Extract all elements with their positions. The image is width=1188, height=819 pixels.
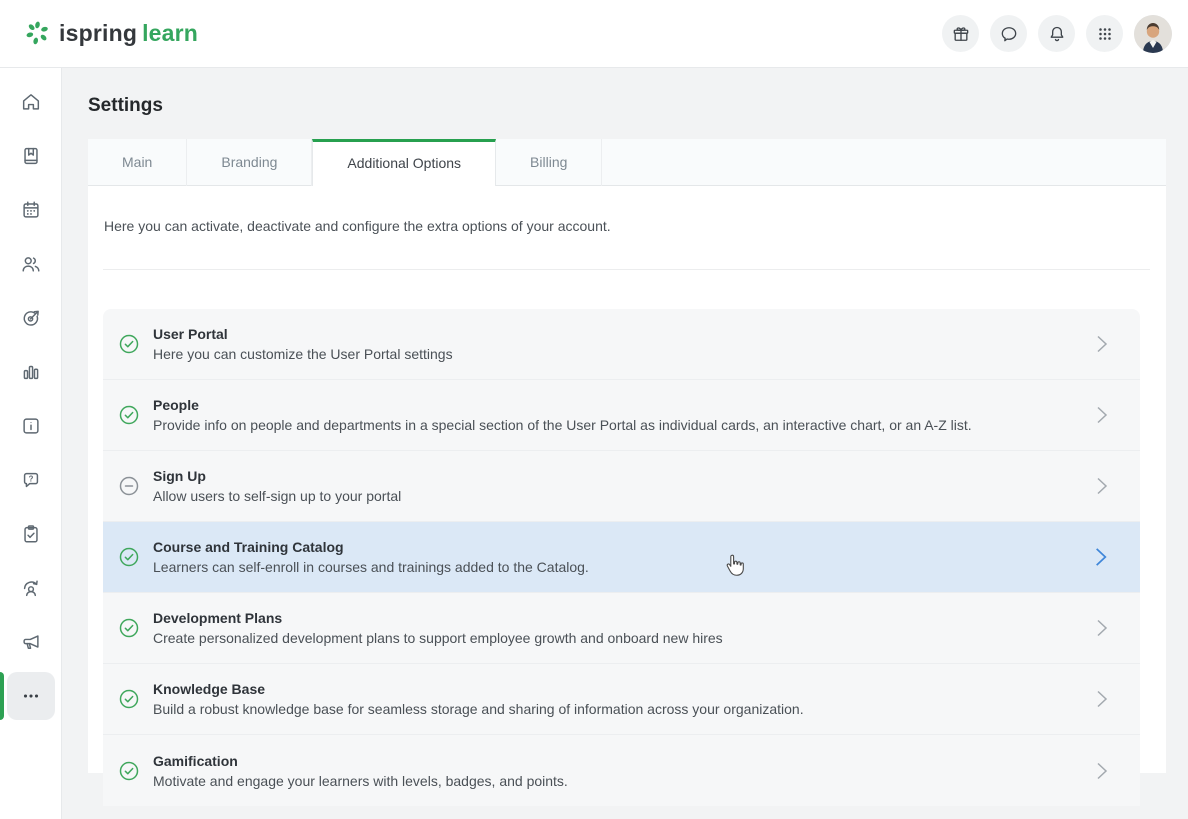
enabled-check-icon xyxy=(119,334,139,354)
tab-billing[interactable]: Billing xyxy=(496,139,602,186)
chevron-right-icon xyxy=(1094,403,1110,427)
bell-icon xyxy=(1047,24,1067,44)
enabled-check-icon xyxy=(119,547,139,567)
tasks-clipboard-icon xyxy=(20,523,42,545)
page-title: Settings xyxy=(88,95,163,116)
ispring-flower-icon xyxy=(24,20,51,47)
enabled-check-icon xyxy=(119,761,139,781)
option-description: Here you can customize the User Portal settings xyxy=(153,346,453,362)
sidebar-nav xyxy=(0,68,62,819)
option-row-sign-up[interactable] xyxy=(103,451,1140,522)
option-title: People xyxy=(153,397,199,413)
option-title: Knowledge Base xyxy=(153,681,266,697)
disabled-minus-icon xyxy=(119,476,139,496)
sidebar-item-reports[interactable] xyxy=(7,348,55,396)
help-message-icon xyxy=(20,469,42,491)
enabled-check-icon xyxy=(119,689,139,709)
gift-icon xyxy=(951,24,971,44)
enabled-check-icon xyxy=(119,618,139,638)
sidebar-item-calendar[interactable] xyxy=(7,186,55,234)
chevron-right-icon xyxy=(1094,759,1110,783)
megaphone-icon xyxy=(20,631,42,653)
additional-options-panel xyxy=(88,186,1166,789)
sidebar-item-tasks[interactable] xyxy=(7,510,55,558)
main-content xyxy=(62,68,1188,819)
option-title: Sign Up xyxy=(153,468,206,484)
sidebar-item-goals[interactable] xyxy=(7,294,55,342)
tab-branding[interactable]: Branding xyxy=(187,139,312,186)
goal-icon xyxy=(20,307,42,329)
option-title: User Portal xyxy=(153,326,228,342)
options-list xyxy=(103,309,1140,806)
gifts-button[interactable] xyxy=(942,15,979,52)
chevron-right-icon xyxy=(1092,544,1110,570)
option-description: Provide info on people and departments in a special section of the User Portal as individual cards, an interactive chart, or an A-Z list. xyxy=(153,417,972,433)
messages-button[interactable] xyxy=(990,15,1027,52)
sidebar-item-home[interactable] xyxy=(7,78,55,126)
enabled-check-icon xyxy=(119,405,139,425)
logo-text: ispring learn xyxy=(59,20,199,46)
people-icon xyxy=(20,253,42,275)
apps-launcher-button[interactable] xyxy=(1086,15,1123,52)
chat-icon xyxy=(999,24,1019,44)
chevron-right-icon xyxy=(1094,616,1110,640)
mentoring-icon xyxy=(20,577,42,599)
chevron-right-icon xyxy=(1094,474,1110,498)
option-row-user-portal[interactable] xyxy=(103,309,1140,380)
ispring-learn-logo[interactable] xyxy=(24,20,198,47)
user-avatar[interactable] xyxy=(1134,15,1172,53)
settings-tabs xyxy=(88,139,1166,186)
notifications-button[interactable] xyxy=(1038,15,1075,52)
book-icon xyxy=(20,145,42,167)
home-icon xyxy=(20,91,42,113)
tab-main[interactable]: Main xyxy=(88,139,187,186)
sidebar-item-users[interactable] xyxy=(7,240,55,288)
option-row-people[interactable] xyxy=(103,380,1140,451)
topbar xyxy=(0,0,1188,68)
option-row-knowledge-base[interactable] xyxy=(103,664,1140,735)
info-icon xyxy=(20,415,42,437)
option-title: Gamification xyxy=(153,752,238,769)
apps-grid-icon xyxy=(1096,25,1114,43)
panel-intro-text: Here you can activate, deactivate and configure the extra options of your account. xyxy=(104,218,611,234)
sidebar-item-more[interactable] xyxy=(7,672,55,720)
option-description: Allow users to self-sign up to your portal xyxy=(153,488,402,504)
option-description: Build a robust knowledge base for seamless storage and sharing of information across your organization. xyxy=(153,701,804,717)
sidebar-item-courses[interactable] xyxy=(7,132,55,180)
option-title: Development Plans xyxy=(153,610,283,626)
option-row-development-plans[interactable] xyxy=(103,593,1140,664)
option-description: Create personalized development plans to support employee growth and onboard new hires xyxy=(153,630,723,646)
option-title: Course and Training Catalog xyxy=(153,539,344,555)
sidebar-item-info[interactable] xyxy=(7,402,55,450)
sidebar-item-support[interactable] xyxy=(7,456,55,504)
svg-text:?: ? xyxy=(28,474,33,484)
bar-chart-icon xyxy=(20,361,42,383)
chevron-right-icon xyxy=(1094,332,1110,356)
sidebar-item-mentoring[interactable] xyxy=(7,564,55,612)
tab-additional-options[interactable]: Additional Options xyxy=(312,139,496,186)
more-ellipsis-icon xyxy=(20,685,42,707)
option-description: Motivate and engage your learners with levels, badges, and points. xyxy=(153,772,568,789)
option-row-gamification[interactable] xyxy=(103,735,1140,806)
sidebar-item-announcements[interactable] xyxy=(7,618,55,666)
calendar-icon xyxy=(20,199,42,221)
option-row-course-and-training-catalog[interactable] xyxy=(103,522,1140,593)
divider xyxy=(103,269,1150,270)
active-indicator xyxy=(0,672,4,720)
option-description: Learners can self-enroll in courses and trainings added to the Catalog. xyxy=(153,559,589,575)
chevron-right-icon xyxy=(1094,687,1110,711)
